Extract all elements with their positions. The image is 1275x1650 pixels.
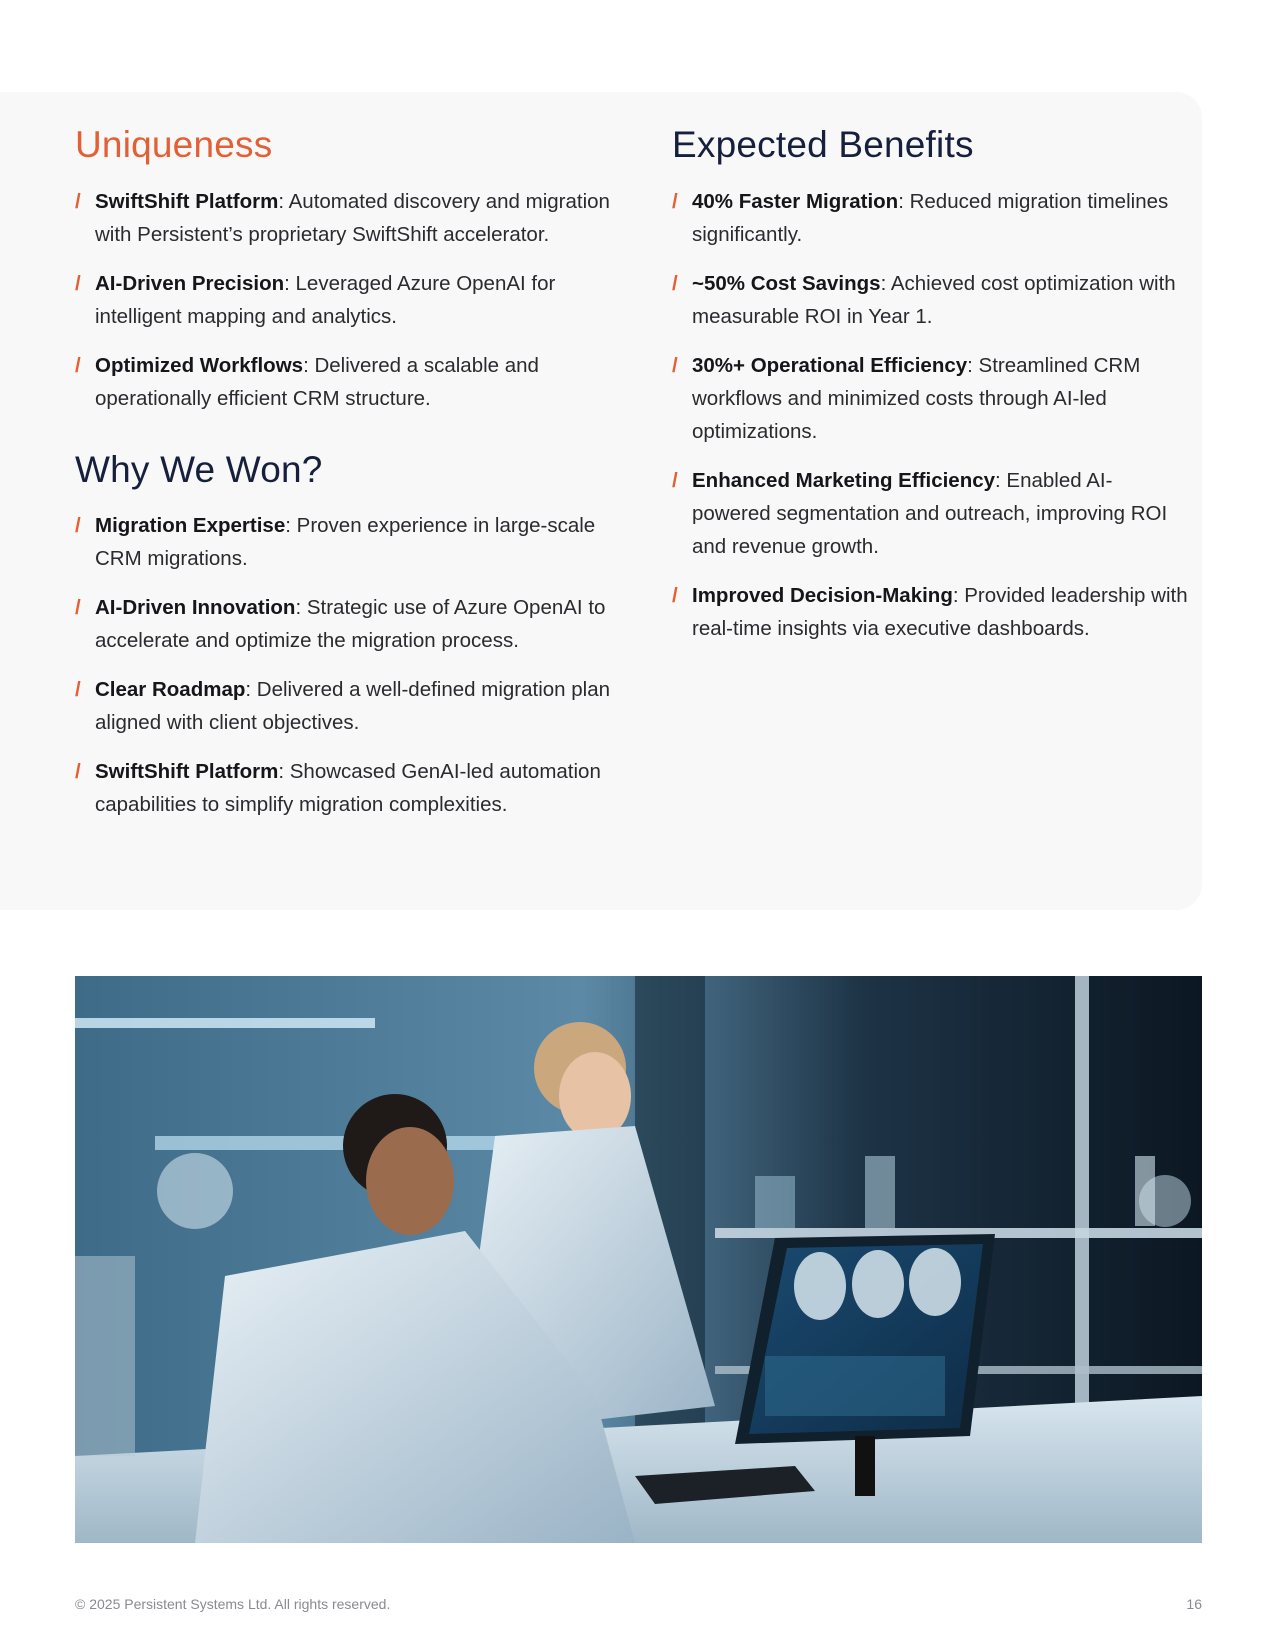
slash-bullet-icon: / bbox=[75, 271, 81, 295]
item-text: : Delivered a scalable and operationally efficient CRM structure. bbox=[95, 353, 539, 410]
slash-bullet-icon: / bbox=[672, 271, 678, 295]
item-term: 40% Faster Migration bbox=[692, 189, 899, 213]
page-number: 16 bbox=[1186, 1596, 1202, 1612]
item-text: : Automated discovery and migration with Persistent’s proprietary SwiftShift accelerator. bbox=[95, 189, 610, 246]
right-column bbox=[672, 92, 1190, 661]
item-term: SwiftShift Platform bbox=[95, 760, 279, 784]
list-item bbox=[672, 579, 1190, 645]
item-text: : Showcased GenAI-led automation capabilities to simplify migration complexities. bbox=[95, 760, 601, 817]
item-text: : Reduced migration timelines significantly. bbox=[692, 189, 1169, 246]
list-item bbox=[75, 755, 615, 821]
slash-bullet-icon: / bbox=[672, 189, 678, 213]
list-item bbox=[75, 349, 615, 415]
item-term: AI-Driven Precision bbox=[95, 271, 285, 295]
list-item bbox=[672, 185, 1190, 251]
item-term: Improved Decision-Making bbox=[692, 583, 953, 607]
expected-benefits-list bbox=[672, 185, 1190, 645]
item-term: Enhanced Marketing Efficiency bbox=[692, 468, 996, 492]
item-text: : Proven experience in large-scale CRM migrations. bbox=[95, 514, 596, 571]
list-item bbox=[672, 349, 1190, 448]
list-item bbox=[75, 591, 615, 657]
list-item bbox=[75, 267, 615, 333]
item-text: : Provided leadership with real-time insights via executive dashboards. bbox=[692, 583, 1188, 640]
uniqueness-list bbox=[75, 185, 615, 415]
item-text: : Leveraged Azure OpenAI for intelligent mapping and analytics. bbox=[95, 271, 556, 328]
slash-bullet-icon: / bbox=[75, 596, 81, 620]
uniqueness-heading: Uniqueness bbox=[75, 124, 273, 165]
expected-benefits-heading: Expected Benefits bbox=[672, 124, 974, 165]
left-column bbox=[75, 92, 615, 837]
slash-bullet-icon: / bbox=[75, 678, 81, 702]
why-we-won-heading: Why We Won? bbox=[75, 448, 323, 490]
item-text: : Strategic use of Azure OpenAI to accelerate and optimize the migration process. bbox=[95, 596, 606, 653]
slash-bullet-icon: / bbox=[672, 468, 678, 492]
list-item bbox=[672, 464, 1190, 563]
item-text: : Achieved cost optimization with measurable ROI in Year 1. bbox=[692, 271, 1176, 328]
footer-copyright: © 2025 Persistent Systems Ltd. All rights reserved. bbox=[75, 1596, 391, 1612]
slash-bullet-icon: / bbox=[75, 760, 81, 784]
item-term: 30%+ Operational Efficiency bbox=[692, 353, 968, 377]
slash-bullet-icon: / bbox=[75, 514, 81, 538]
slash-bullet-icon: / bbox=[75, 189, 81, 213]
item-term: SwiftShift Platform bbox=[95, 189, 279, 213]
slash-bullet-icon: / bbox=[75, 353, 81, 377]
item-text: : Streamlined CRM workflows and minimized costs through AI-led optimizations. bbox=[692, 353, 1141, 443]
lab-scientists-photo bbox=[75, 976, 1202, 1543]
list-item bbox=[75, 509, 615, 575]
list-item bbox=[75, 673, 615, 739]
lab-photo-illustration bbox=[75, 976, 1202, 1543]
item-term: AI-Driven Innovation bbox=[95, 596, 296, 620]
why-we-won-list bbox=[75, 509, 615, 821]
item-term: ~50% Cost Savings bbox=[692, 271, 881, 295]
item-term: Optimized Workflows bbox=[95, 353, 304, 377]
item-term: Clear Roadmap bbox=[95, 678, 246, 702]
item-text: : Delivered a well-defined migration plan aligned with client objectives. bbox=[95, 678, 611, 735]
item-text: : Enabled AI-powered segmentation and outreach, improving ROI and revenue growth. bbox=[692, 468, 1168, 558]
list-item bbox=[75, 185, 615, 251]
slash-bullet-icon: / bbox=[672, 353, 678, 377]
item-term: Migration Expertise bbox=[95, 514, 286, 538]
slash-bullet-icon: / bbox=[672, 583, 678, 607]
list-item bbox=[672, 267, 1190, 333]
